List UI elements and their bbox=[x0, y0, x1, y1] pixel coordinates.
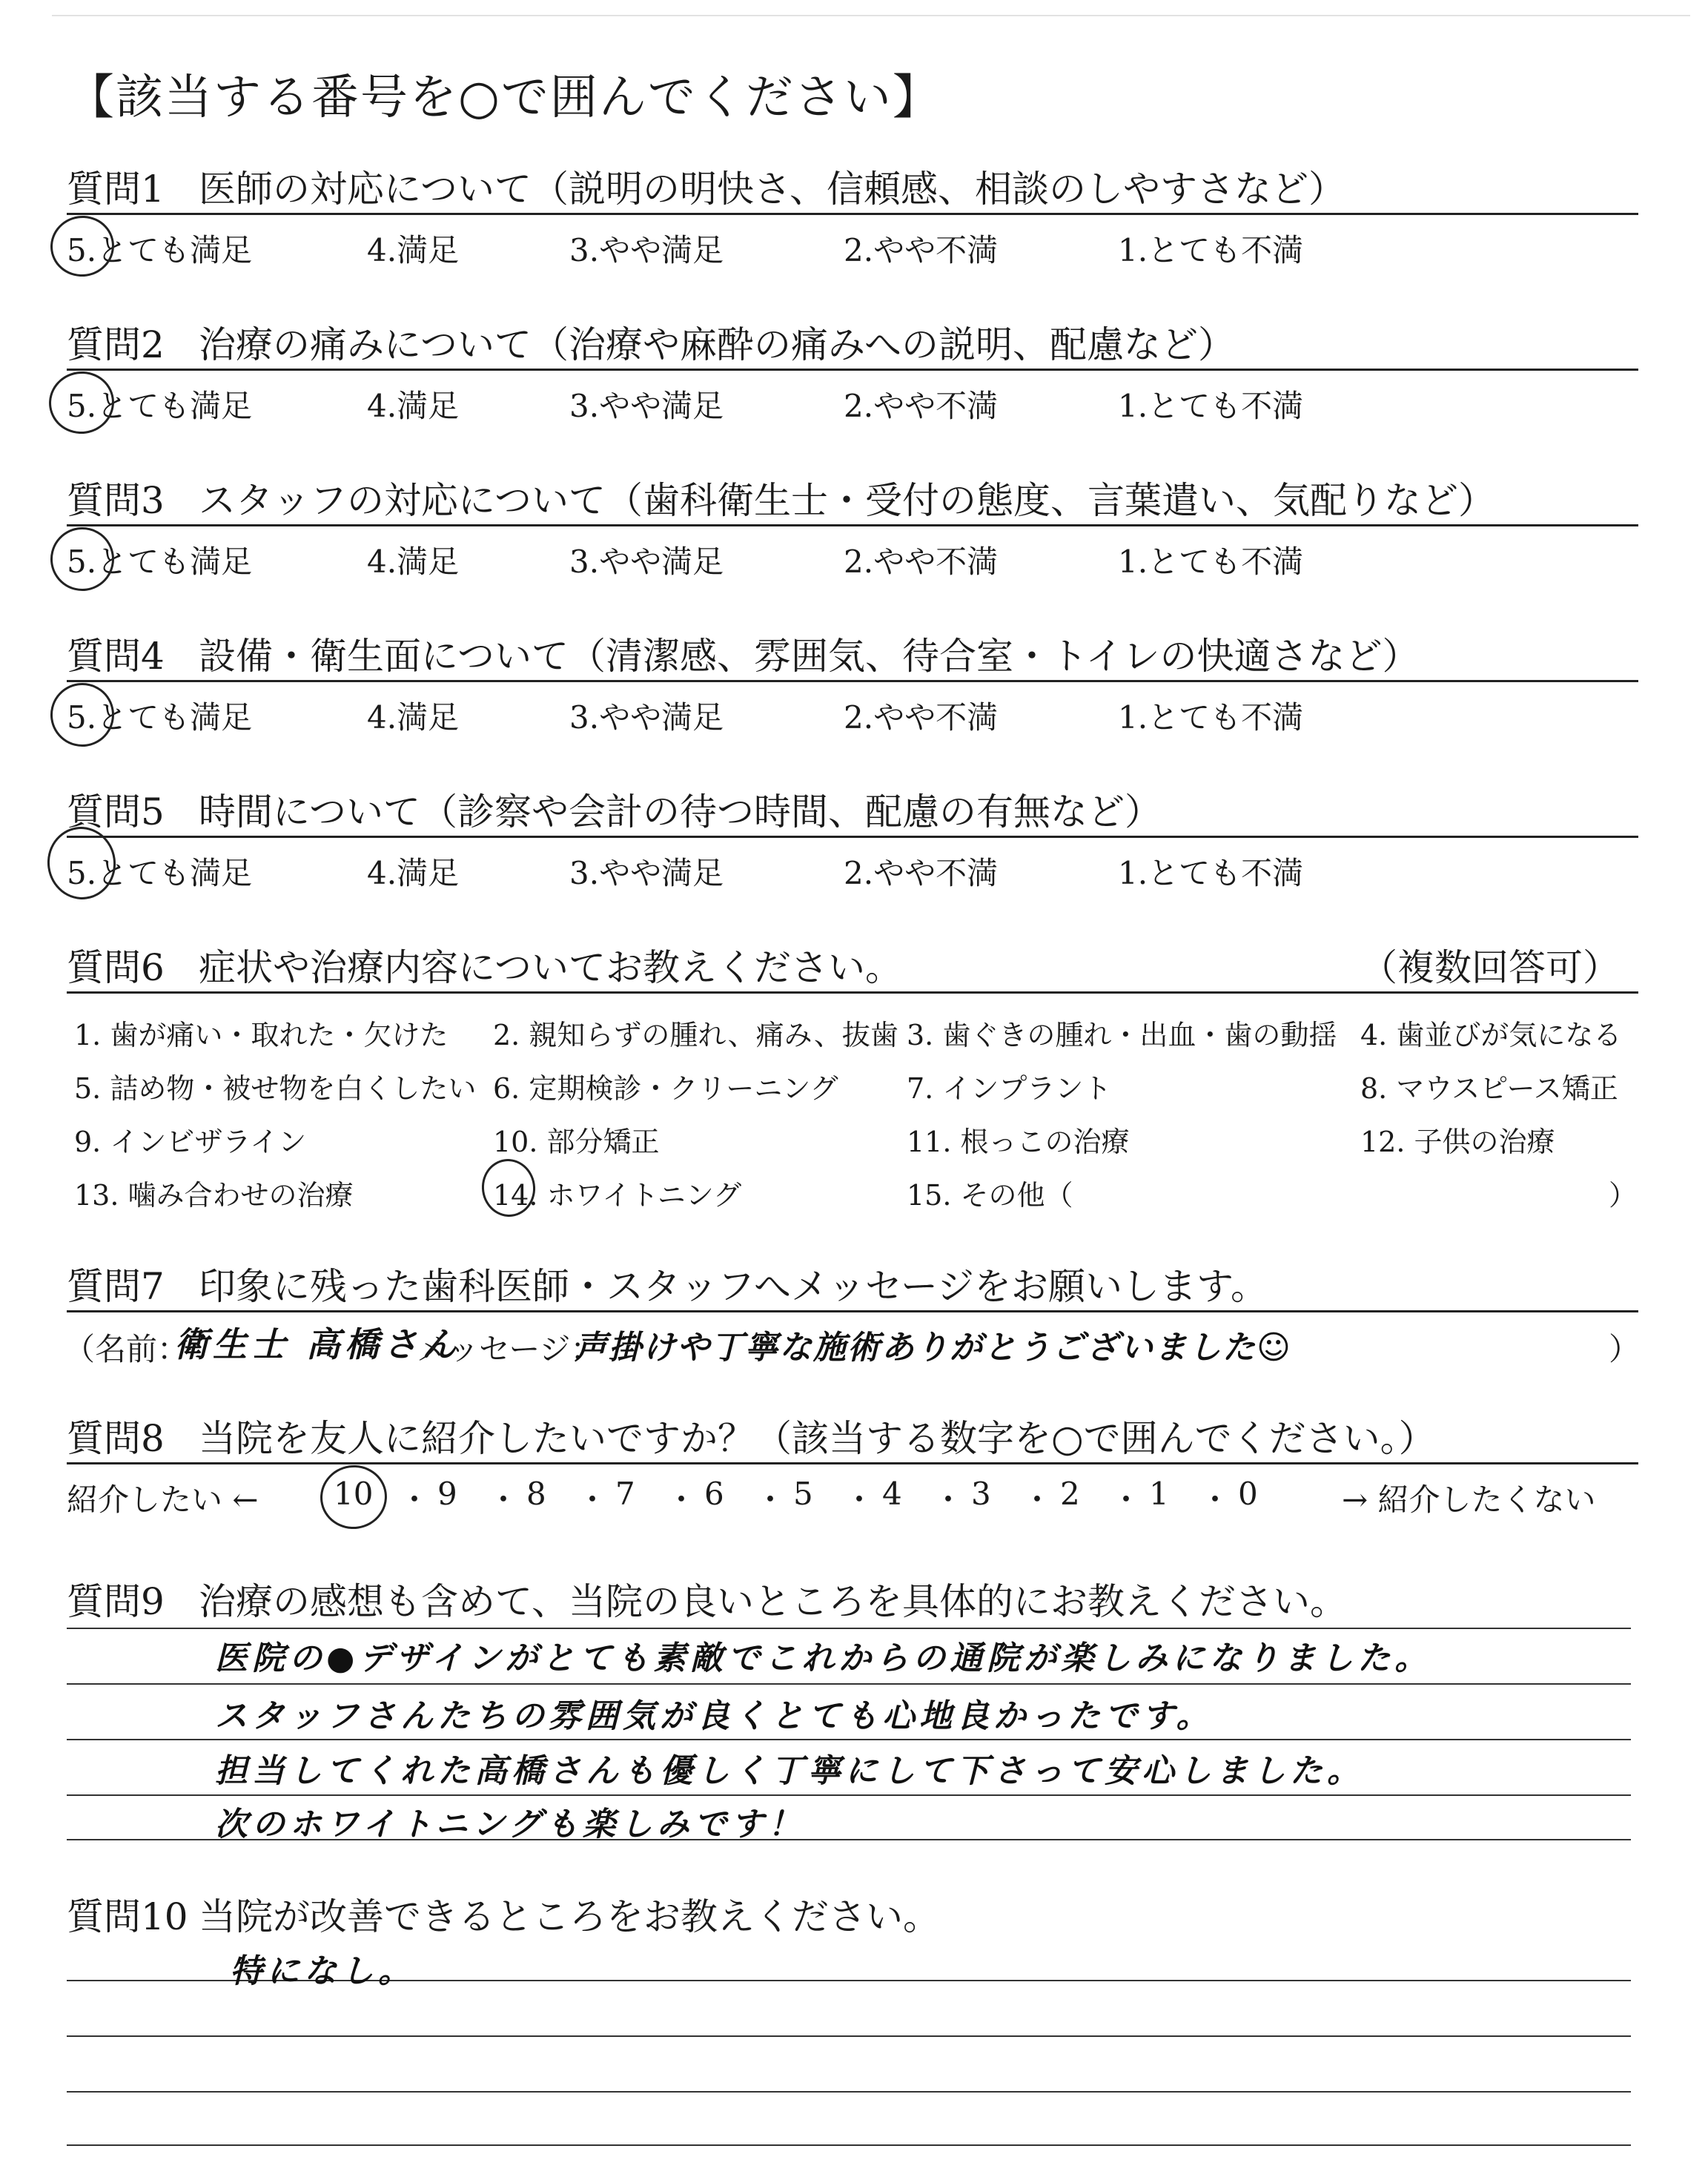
symptom-8[interactable]: 8. マウスピース矯正 bbox=[1360, 1072, 1618, 1105]
scale-2[interactable]: 2 bbox=[1060, 1476, 1080, 1512]
question-number: 質問8 bbox=[67, 1417, 165, 1460]
scale-separator: ・ bbox=[399, 1482, 431, 1518]
question-text: 印象に残った歯科医師・スタッフへメッセージをお願いします。 bbox=[199, 1265, 1268, 1308]
question-heading bbox=[67, 1257, 1268, 1310]
question-heading bbox=[67, 938, 902, 991]
question-number: 質問9 bbox=[67, 1580, 165, 1623]
answer-line bbox=[67, 1739, 1631, 1740]
question-heading bbox=[67, 471, 1495, 524]
question-number: 質問10 bbox=[67, 1895, 188, 1938]
scale-right-label: → 紹介したくない bbox=[1342, 1482, 1596, 1518]
option-5[interactable]: 5.とても満足 bbox=[67, 699, 253, 736]
option-3[interactable]: 3.やや満足 bbox=[569, 232, 724, 268]
answer-line bbox=[67, 1628, 1631, 1629]
question-text: 医師の対応について（説明の明快さ、信頼感、相談のしやすさなど） bbox=[199, 168, 1345, 211]
question-heading bbox=[67, 315, 1235, 369]
question-text: 当院が改善できるところをお教えください。 bbox=[199, 1895, 940, 1938]
scale-10[interactable]: 10 bbox=[334, 1476, 374, 1512]
question-number: 質問1 bbox=[67, 168, 165, 211]
option-4[interactable]: 4.満足 bbox=[367, 855, 460, 891]
option-4[interactable]: 4.満足 bbox=[367, 544, 460, 580]
question-divider bbox=[67, 680, 1638, 682]
good-points-line-1[interactable]: 医院の●デザインがとても素敵でこれからの通院が楽しみになりました。 bbox=[215, 1639, 1432, 1677]
scale-separator: ・ bbox=[844, 1482, 875, 1518]
symptom-12[interactable]: 12. 子供の治療 bbox=[1360, 1126, 1555, 1158]
question-heading bbox=[67, 159, 1345, 213]
option-3[interactable]: 3.やや満足 bbox=[569, 855, 724, 891]
answer-line bbox=[67, 2091, 1631, 2093]
option-5[interactable]: 5.とても満足 bbox=[67, 388, 253, 424]
question-divider bbox=[67, 213, 1638, 215]
option-1[interactable]: 1.とても不満 bbox=[1118, 544, 1304, 580]
symptom-6[interactable]: 6. 定期検診・クリーニング bbox=[493, 1072, 838, 1105]
question-text: 当院を友人に紹介したいですか？（該当する数字を○で囲んでください。） bbox=[199, 1417, 1436, 1460]
name-value[interactable]: 衛生士 高橋さん bbox=[174, 1324, 461, 1364]
good-points-line-2[interactable]: スタッフさんたちの雰囲気が良くとても心地良かったです。 bbox=[215, 1697, 1214, 1735]
scale-separator: ・ bbox=[755, 1482, 787, 1518]
good-points-line-4[interactable]: 次のホワイトニングも楽しみです！ bbox=[215, 1806, 806, 1843]
scale-3[interactable]: 3 bbox=[971, 1476, 991, 1512]
symptom-3[interactable]: 3. 歯ぐきの腫れ・出血・歯の動揺 bbox=[907, 1019, 1337, 1051]
option-5[interactable]: 5.とても満足 bbox=[67, 544, 253, 580]
option-4[interactable]: 4.満足 bbox=[367, 699, 460, 736]
scale-separator: ・ bbox=[1110, 1482, 1142, 1518]
scale-4[interactable]: 4 bbox=[882, 1476, 902, 1512]
scale-8[interactable]: 8 bbox=[526, 1476, 546, 1512]
improvement-line-1[interactable]: 特になし。 bbox=[230, 1952, 415, 1990]
question-text: 設備・衛生面について（清潔感、雰囲気、待合室・トイレの快適さなど） bbox=[199, 635, 1420, 678]
option-1[interactable]: 1.とても不満 bbox=[1118, 855, 1304, 891]
option-2[interactable]: 2.やや不満 bbox=[844, 544, 999, 580]
option-5[interactable]: 5.とても満足 bbox=[67, 855, 253, 891]
question-number: 質問7 bbox=[67, 1265, 165, 1308]
page-title: 【該当する番号を○で囲んでください】 bbox=[67, 70, 941, 125]
question-heading bbox=[67, 1887, 940, 1941]
scale-separator: ・ bbox=[1022, 1482, 1053, 1518]
top-border bbox=[52, 15, 1690, 16]
symptom-14[interactable]: 14. ホワイトニング bbox=[493, 1179, 742, 1212]
question-divider bbox=[67, 1310, 1638, 1312]
question-number: 質問6 bbox=[67, 946, 165, 989]
answer-line bbox=[67, 1683, 1631, 1685]
scale-left-label: 紹介したい ← bbox=[67, 1482, 259, 1518]
question-text: 症状や治療内容についてお教えください。 bbox=[199, 946, 902, 989]
question-text: 治療の感想も含めて、当院の良いところを具体的にお教えください。 bbox=[199, 1580, 1347, 1623]
symptom-5[interactable]: 5. 詰め物・被せ物を白くしたい bbox=[74, 1072, 477, 1105]
question-number: 質問2 bbox=[67, 323, 165, 366]
scale-1[interactable]: 1 bbox=[1149, 1476, 1169, 1512]
symptom-13[interactable]: 13. 噛み合わせの治療 bbox=[74, 1179, 354, 1212]
scale-separator: ・ bbox=[488, 1482, 520, 1518]
question-text: 治療の痛みについて（治療や麻酔の痛みへの説明、配慮など） bbox=[199, 323, 1235, 366]
symptom-11[interactable]: 11. 根っこの治療 bbox=[907, 1126, 1130, 1158]
option-3[interactable]: 3.やや満足 bbox=[569, 699, 724, 736]
symptom-2[interactable]: 2. 親知らずの腫れ、痛み、抜歯 bbox=[493, 1019, 898, 1051]
scale-5[interactable]: 5 bbox=[793, 1476, 813, 1512]
question-divider bbox=[67, 836, 1638, 838]
scale-separator: ・ bbox=[577, 1482, 609, 1518]
symptom-7[interactable]: 7. インプラント bbox=[907, 1072, 1112, 1105]
name-label: （名前： bbox=[64, 1331, 189, 1367]
symptom-4[interactable]: 4. 歯並びが気になる bbox=[1360, 1019, 1622, 1051]
question-divider bbox=[67, 524, 1638, 526]
scale-9[interactable]: 9 bbox=[437, 1476, 457, 1512]
option-3[interactable]: 3.やや満足 bbox=[569, 544, 724, 580]
symptom-15[interactable]: 15. その他（ bbox=[907, 1179, 1073, 1212]
option-1[interactable]: 1.とても不満 bbox=[1118, 232, 1304, 268]
answer-line bbox=[67, 1794, 1631, 1796]
question-heading bbox=[67, 1409, 1436, 1462]
message-value[interactable]: 声掛けや丁寧な施術ありがとうございました☺ bbox=[575, 1329, 1292, 1367]
option-1[interactable]: 1.とても不満 bbox=[1118, 699, 1304, 736]
answer-line bbox=[67, 2035, 1631, 2037]
question-number: 質問5 bbox=[67, 790, 165, 833]
option-2[interactable]: 2.やや不満 bbox=[844, 855, 999, 891]
question-heading bbox=[67, 627, 1420, 680]
symptom-1[interactable]: 1. 歯が痛い・取れた・欠けた bbox=[74, 1019, 448, 1051]
question-heading bbox=[67, 1572, 1347, 1625]
symptom-10[interactable]: 10. 部分矯正 bbox=[493, 1126, 660, 1158]
scale-0[interactable]: 0 bbox=[1238, 1476, 1258, 1512]
symptom-9[interactable]: 9. インビザライン bbox=[74, 1126, 307, 1158]
question-text: 時間について（診察や会計の待つ時間、配慮の有無など） bbox=[199, 790, 1162, 833]
option-4[interactable]: 4.満足 bbox=[367, 232, 460, 268]
question-heading bbox=[67, 782, 1162, 836]
question-divider bbox=[67, 991, 1638, 994]
question-number: 質問4 bbox=[67, 635, 165, 678]
message-closing-paren: ） bbox=[1609, 1331, 1641, 1367]
message-label: メッセージ： bbox=[417, 1331, 602, 1367]
question-text: スタッフの対応について（歯科衛生士・受付の態度、言葉遣い、気配りなど） bbox=[199, 479, 1495, 522]
option-3[interactable]: 3.やや満足 bbox=[569, 388, 724, 424]
other-closing-paren: ） bbox=[1609, 1179, 1638, 1212]
option-2[interactable]: 2.やや不満 bbox=[844, 699, 999, 736]
option-1[interactable]: 1.とても不満 bbox=[1118, 388, 1304, 424]
option-2[interactable]: 2.やや不満 bbox=[844, 232, 999, 268]
option-2[interactable]: 2.やや不満 bbox=[844, 388, 999, 424]
option-5[interactable]: 5.とても満足 bbox=[67, 232, 253, 268]
scale-6[interactable]: 6 bbox=[704, 1476, 724, 1512]
answer-line bbox=[67, 2144, 1631, 2146]
multiple-answer-note: （複数回答可） bbox=[1360, 946, 1620, 989]
option-4[interactable]: 4.満足 bbox=[367, 388, 460, 424]
question-divider bbox=[67, 1462, 1638, 1464]
good-points-line-3[interactable]: 担当してくれた高橋さんも優しく丁寧にして下さって安心しました。 bbox=[215, 1752, 1364, 1790]
scale-7[interactable]: 7 bbox=[615, 1476, 635, 1512]
question-divider bbox=[67, 369, 1638, 371]
scale-separator: ・ bbox=[666, 1482, 698, 1518]
scale-separator: ・ bbox=[1199, 1482, 1231, 1518]
question-number: 質問3 bbox=[67, 479, 165, 522]
scale-separator: ・ bbox=[933, 1482, 964, 1518]
